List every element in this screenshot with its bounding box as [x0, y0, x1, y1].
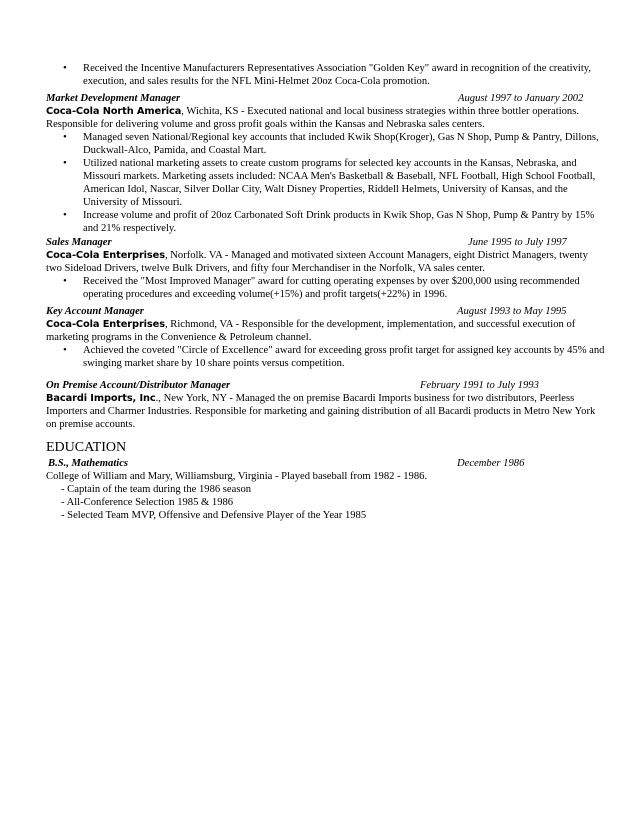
- job-title: Market Development Manager: [46, 93, 181, 104]
- list-item: • Increase volume and profit of 20oz Carbonated Soft Drink products in Kwik Shop, Gas N Shop, Pump & Pantry by 15% and 21% respectively.: [46, 209, 606, 235]
- degree-date: December 1986: [457, 458, 525, 469]
- job-summary: [46, 249, 606, 275]
- job-description: , Norfolk. VA - Managed and motivated sixteen Account Managers, eight District Managers, twenty two Sideload Drivers, twelve Bulk Drivers, and fifty four Merchandiser in the Norfolk, VA sales center.: [46, 250, 588, 274]
- job-bullet-list: [46, 131, 606, 235]
- job-dates: August 1993 to May 1995: [457, 306, 567, 317]
- job-description: , Wichita, KS - Executed national and local business strategies within three bottler operations. Responsible for delivering volume and gross profit goals within the Kansas and Nebraska sales centers.: [46, 106, 579, 130]
- list-item: • Received the "Most Improved Manager" award for cutting operating expenses by over $200,000 using recommended operating procedures and exceeding volume(+15%) and profit targets(+22%) in 1996.: [46, 275, 606, 301]
- intro-bullet-list: [46, 62, 606, 88]
- list-item: • Managed seven National/Regional key accounts that included Kwik Shop(Kroger), Gas N Shop, Pump & Pantry, Dillons, Duckwall-Alco, Pamida, and Coastal Mart.: [46, 131, 606, 157]
- job-entry-key-account-manager: [46, 305, 606, 370]
- job-entry-on-premise-account-manager: [46, 379, 606, 431]
- job-title: Key Account Manager: [46, 306, 144, 317]
- job-header: [46, 379, 606, 392]
- job-bullet-list: [46, 344, 606, 370]
- company-name: Coca-Cola North America: [46, 106, 182, 117]
- job-description: ., New York, NY - Managed the on premise Bacardi Imports business for two distributors, Peerless Importers and Charmer Industries. Responsible for marketing and gaining distribution of all Bacardi products in Metro New York on premise accounts.: [46, 393, 596, 430]
- job-title: On Premise Account/Distributor Manager: [46, 380, 231, 391]
- list-item: • Utilized national marketing assets to create custom programs for selected key accounts in the Kansas, Nebraska, and Missouri markets. Marketing assets included: NCAA Men's Basketball & Baseball, NFL Football, High School Football, American Idol, Nascar, Silver Dollar City, Walt Disney Properties, Riddell Helmets, University of Kansas, and the University of Missouri.: [46, 157, 606, 209]
- job-entry-market-development-manager: [46, 92, 606, 235]
- job-dates: August 1997 to January 2002: [458, 93, 584, 104]
- intro-section: [46, 62, 606, 88]
- company-name: Coca-Cola Enterprises: [46, 250, 165, 261]
- company-name: Bacardi Imports, Inc: [46, 393, 156, 404]
- job-entry-sales-manager: [46, 236, 606, 301]
- job-bullet-list: [46, 275, 606, 301]
- education-note: - Captain of the team during the 1986 season: [61, 484, 252, 495]
- job-dates: February 1991 to July 1993: [420, 380, 539, 391]
- list-item: • Achieved the coveted "Circle of Excellence" award for exceeding gross profit target for assigned key accounts by 45% and swinging market share by 10 share points versus competition.: [46, 344, 606, 370]
- education-note: - All-Conference Selection 1985 & 1986: [61, 497, 234, 508]
- job-summary: [46, 392, 606, 431]
- list-item: • Received the Incentive Manufacturers Representatives Association "Golden Key" award in recognition of the creativity, execution, and sales results for the NFL Mini-Helmet 20oz Coca-Cola promotion.: [46, 62, 606, 88]
- education-note: - Selected Team MVP, Offensive and Defensive Player of the Year 1985: [61, 510, 367, 521]
- job-header: [46, 236, 606, 249]
- education-section: [46, 440, 606, 522]
- job-summary: [46, 318, 606, 344]
- job-header: [46, 305, 606, 318]
- school-line: College of William and Mary, Williamsburg, Virginia - Played baseball from 1982 - 1986.: [46, 471, 428, 482]
- job-title: Sales Manager: [46, 237, 112, 248]
- company-name: Coca-Cola Enterprises: [46, 319, 165, 330]
- degree-title: B.S., Mathematics: [48, 458, 129, 469]
- degree-header: [46, 457, 606, 470]
- job-dates: June 1995 to July 1997: [468, 237, 567, 248]
- job-description: , Richmond, VA - Responsible for the development, implementation, and successful execution of marketing programs in the Convenience & Petroleum channel.: [46, 319, 576, 343]
- job-summary: [46, 105, 606, 131]
- job-header: [46, 92, 606, 105]
- section-heading: EDUCATION: [46, 440, 127, 455]
